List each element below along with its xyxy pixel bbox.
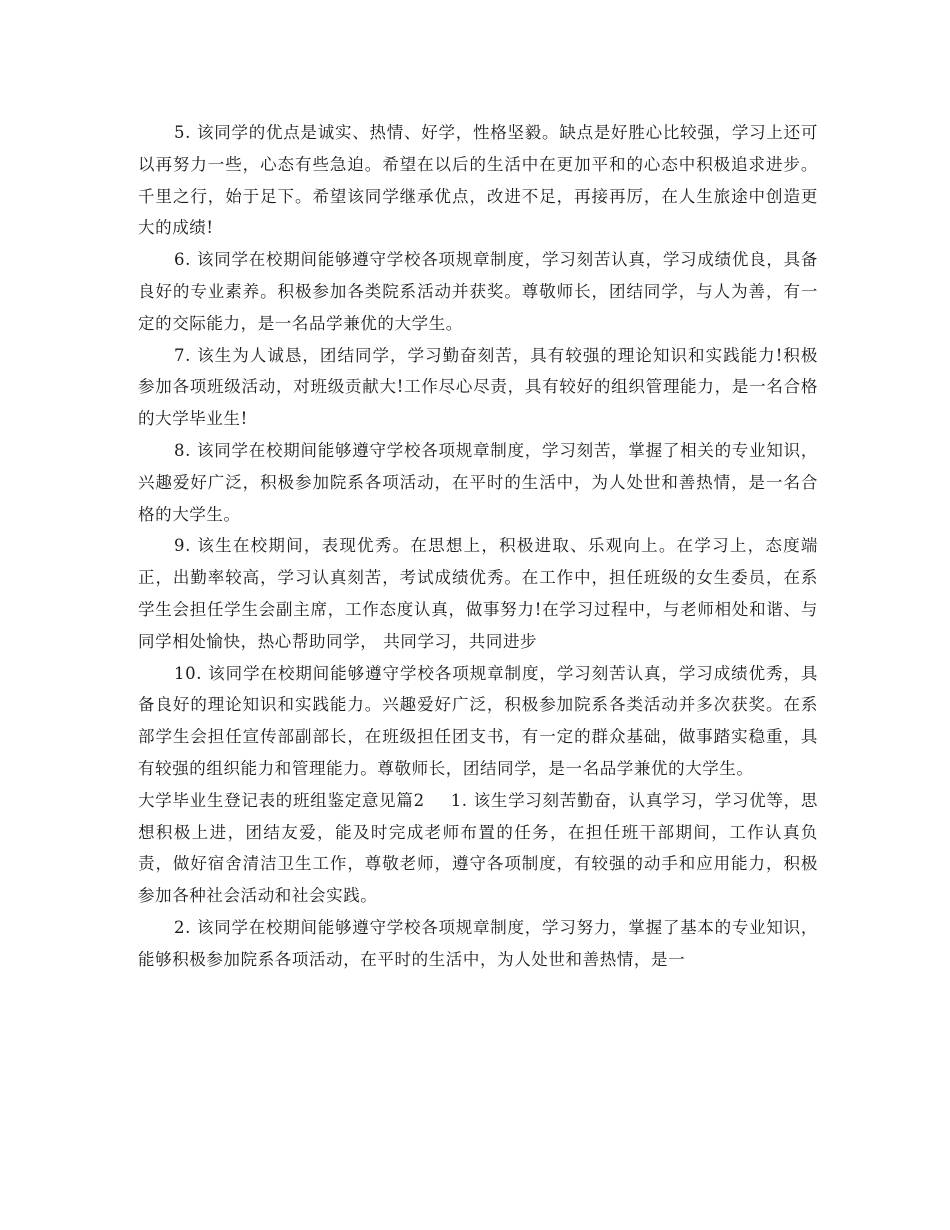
paragraph-9: 9. 该生在校期间，表现优秀。在思想上，积极进取、乐观向上。在学习上，态度端正，出勤率较高，学习认真刻苦，考试成绩优秀。在工作中，担任班级的女生委员，在系学生会担任学生会副主席，工作态度认真，做事努力!在学习过程中，与老师相处和谐、与同学相处愉快，热心帮助同学， 共同学习，共同进步 xyxy=(138,536,818,651)
paragraph-10: 10. 该同学在校期间能够遵守学校各项规章制度，学习刻苦认真，学习成绩优秀，具备良好的理论知识和实践能力。兴趣爱好广泛，积极参加院系各类活动并多次获奖。在系部学生会担任宣传部副部长，在班级担任团支书，有一定的群众基础，做事踏实稳重，具有较强的组织能力和管理能力。尊敬师长，团结同学，是一名品学兼优的大学生。 xyxy=(138,663,818,778)
paragraph-7: 7. 该生为人诚恳，团结同学，学习勤奋刻苦，具有较强的理论知识和实践能力!积极参加各项班级活动，对班级贡献大!工作尽心尽责，具有较好的组织管理能力，是一名合格的大学毕业生! xyxy=(138,345,818,429)
paragraph-8: 8. 该同学在校期间能够遵守学校各项规章制度，学习刻苦，掌握了相关的专业知识，兴趣爱好广泛，积极参加院系各项活动，在平时的生活中，为人处世和善热情，是一名合格的大学生。 xyxy=(138,440,818,524)
section-paragraph-1 xyxy=(138,785,818,912)
section-heading: 大学毕业生登记表的班组鉴定意见篇2 xyxy=(138,790,425,810)
paragraph-6: 6. 该同学在校期间能够遵守学校各项规章制度，学习刻苦认真，学习成绩优良，具备良好的专业素养。积极参加各类院系活动并获奖。尊敬师长，团结同学，与人为善，有一定的交际能力，是一名品学兼优的大学生。 xyxy=(138,250,818,333)
section-paragraph-1-text: 1. 该生学习刻苦勤奋，认真学习，学习优等，思想积极上进，团结友爱，能及时完成老师布置的任务，在担任班干部期间，工作认真负责，做好宿舍清洁卫生工作，尊敬老师，遵守各项制度，有较强的动手和应用能力，积极参加各种社会活动和社会实践。 xyxy=(138,790,818,906)
section-paragraph-2: 2. 该同学在校期间能够遵守学校各项规章制度，学习努力，掌握了基本的专业知识，能够积极参加院系各项活动，在平时的生活中，为人处世和善热情，是一 xyxy=(138,917,818,969)
document-body xyxy=(138,117,818,976)
paragraph-5: 5. 该同学的优点是诚实、热情、好学，性格坚毅。缺点是好胜心比较强，学习上还可以再努力一些，心态有些急迫。希望在以后的生活中在更加平和的心态中积极追求进步。千里之行，始于足下。希望该同学继承优点，改进不足，再接再厉，在人生旅途中创造更大的成绩! xyxy=(138,123,818,238)
